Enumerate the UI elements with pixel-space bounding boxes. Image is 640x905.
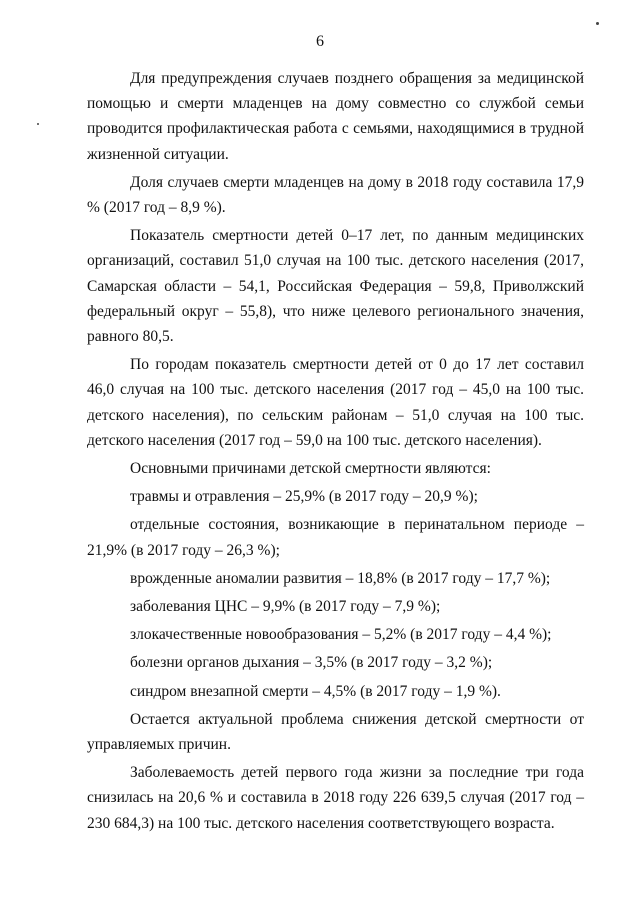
list-item-sids: синдром внезапной смерти – 4,5% (в 2017 году – 1,9 %).	[130, 682, 501, 700]
paragraph-city-rural-mortality: По городам показатель смертности детей от 0 до 17 лет составил 46,0 случая на 100 тыс. детского населения (2017 год – 45,0 на 100 тыс. детского населения), по сельским районам – 51,0 случая на 100 тыс. детского населения (2017 год – 59,0 на 100 тыс. детского населения).	[87, 356, 584, 449]
paragraph-home-deaths-share: Доля случаев смерти младенцев на дому в 2018 году составила 17,9 % (2017 год – 8,9 %).	[87, 173, 584, 217]
paragraph-mortality-rate: Показатель смертности детей 0–17 лет, по данным медицинских организаций, составил 51,0 случая на 100 тыс. детского населения (2017, Самарская области – 54,1, Российская Федерация – 59,8, Приволжский федеральный округ – 55,8), что ниже целевого регионального значения, равного 80,5.	[87, 227, 584, 346]
scan-speck	[596, 22, 599, 25]
paragraph-infant-morbidity: Заболеваемость детей первого года жизни за последние три года снизилась на 20,6 % и составила в 2018 году 226 639,5 случая (2017 год – 230 684,3) на 100 тыс. детского населения соответствующего возраста.	[87, 764, 584, 832]
list-item-respiratory: болезни органов дыхания – 3,5% (в 2017 году – 3,2 %);	[130, 654, 493, 672]
list-item-perinatal: отдельные состояния, возникающие в перинатальном периоде – 21,9% (в 2017 году – 26,3 %);	[87, 516, 584, 559]
page-number: 6	[316, 33, 324, 50]
list-item-neoplasms: злокачественные новообразования – 5,2% (в 2017 году – 4,4 %);	[130, 626, 552, 644]
scan-speck	[37, 123, 39, 125]
paragraph-prevention: Для предупреждения случаев позднего обращения за медицинской помощью и смерти младенцев на дому совместно со службой семьи проводится профилактическая работа с семьями, находящимися в трудной жизненной ситуации.	[87, 70, 584, 163]
list-item-cns: заболевания ЦНС – 9,9% (в 2017 году – 7,9 %);	[130, 598, 441, 616]
list-item-injuries: травмы и отравления – 25,9% (в 2017 году – 20,9 %);	[130, 488, 478, 506]
document-body	[87, 66, 584, 836]
paragraph-preventable-causes: Остается актуальной проблема снижения детской смертности от управляемых причин.	[87, 710, 584, 754]
paragraph-causes-intro: Основными причинами детской смертности являются:	[130, 460, 491, 478]
list-item-congenital: врожденные аномалии развития – 18,8% (в 2017 году – 17,7 %);	[130, 569, 551, 587]
